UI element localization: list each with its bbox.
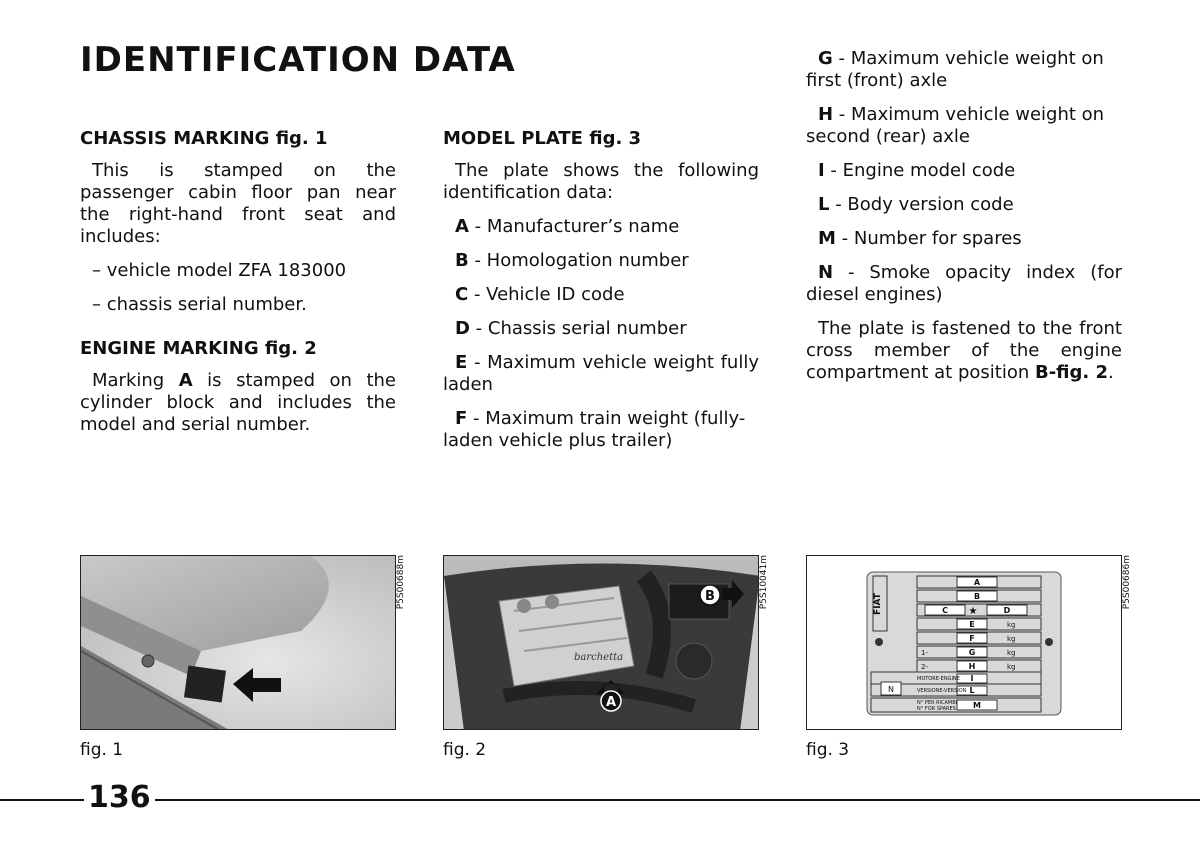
footer-rule: [0, 799, 1200, 801]
column-chassis-engine: [80, 128, 396, 448]
unit-kg-h: kg: [1007, 663, 1016, 671]
plate-item-text: - Body version code: [829, 194, 1014, 215]
plate-item-text: - Smoke opacity index (for diesel engines): [806, 262, 1122, 305]
plate-item-g: [806, 48, 1122, 92]
engine-text-bold: A: [178, 370, 193, 391]
plate-field-n: N: [888, 685, 894, 694]
plate-item-text: - Engine model code: [824, 160, 1016, 181]
plate-item-n: [806, 262, 1122, 306]
chassis-text: This is stamped on the passenger cabin floor pan near the right-hand front seat and includes:: [80, 160, 396, 247]
plate-location-post: .: [1108, 362, 1114, 383]
chassis-marking-plate: [184, 666, 226, 703]
plate-item-key: A: [455, 216, 469, 237]
plate-field-e: E: [969, 620, 975, 629]
figure-1-code: P5S00688m: [396, 555, 406, 610]
plate-location-pre: The plate is fastened to the front cross member of the engine compartment at position: [806, 318, 1122, 383]
figure-2-image: [443, 555, 759, 730]
plate-item-m: [806, 228, 1122, 250]
axle-1-label: 1-: [921, 649, 928, 657]
plate-location-text: [806, 318, 1122, 384]
page-number: 136: [84, 780, 155, 815]
figure-1-caption: fig. 1: [80, 740, 124, 760]
plate-item-text: - Maximum vehicle weight on first (front) axle: [806, 48, 1104, 91]
plate-item-text: - Maximum vehicle weight on second (rear) axle: [806, 104, 1105, 147]
plate-field-g: G: [968, 648, 976, 657]
plate-item-text: - Maximum train weight (fully-laden vehicle plus trailer): [443, 408, 746, 451]
plate-item-key: G: [818, 48, 833, 69]
model-plate-intro: The plate shows the following identification data:: [443, 160, 759, 203]
chassis-heading: CHASSIS MARKING fig. 1: [80, 128, 328, 149]
unit-kg-f: kg: [1007, 635, 1016, 643]
figure-3-image: [806, 555, 1122, 730]
plate-item-key: C: [455, 284, 469, 305]
column-plate-continued: [806, 48, 1122, 396]
model-plate-heading: MODEL PLATE fig. 3: [443, 128, 642, 149]
plate-item-key: L: [818, 194, 830, 215]
plate-field-f: F: [969, 634, 975, 643]
spares-label-1: N° PER RICAMBI: [917, 700, 958, 706]
plate-location-ref: B-fig. 2: [1034, 362, 1109, 383]
plate-field-m: M: [973, 701, 981, 710]
plate-item-key: E: [455, 352, 468, 373]
figure-1-image: [80, 555, 396, 730]
plate-item-b: [443, 250, 759, 272]
axle-2-label: 2-: [921, 663, 928, 671]
figure-3-caption: fig. 3: [806, 740, 850, 760]
column-model-plate: [443, 128, 759, 464]
plate-item-key: D: [455, 318, 470, 339]
plate-item-text: - Chassis serial number: [469, 318, 687, 339]
plate-field-i: I: [970, 674, 974, 683]
figure-2-code: P5S10041m: [759, 555, 769, 610]
plate-item-key: I: [818, 160, 825, 181]
plate-item-key: F: [455, 408, 468, 429]
engine-text-pre: Marking: [92, 370, 179, 391]
engine-bay-illustration: [444, 556, 759, 730]
plate-item-text: - Number for spares: [835, 228, 1022, 249]
star-icon: ★: [968, 606, 978, 617]
plate-item-key: N: [818, 262, 834, 283]
chassis-item-model: – vehicle model ZFA 183000: [92, 260, 347, 281]
plate-item-d: [443, 318, 759, 340]
version-label: VERSIONE-VERSION: [917, 688, 967, 694]
unit-kg-g: kg: [1007, 649, 1016, 657]
fiat-brand: FIAT: [873, 593, 883, 615]
chassis-item-serial: – chassis serial number.: [92, 294, 307, 315]
plate-field-d: D: [1003, 606, 1011, 615]
spares-label-2: N° FOR SPARES: [917, 706, 956, 712]
plate-field-l: L: [969, 686, 975, 695]
label-a: A: [605, 695, 617, 710]
seat-floor-illustration: [81, 556, 396, 730]
plate-item-key: H: [818, 104, 834, 125]
plate-item-e: [443, 352, 759, 396]
plate-field-b: B: [973, 592, 981, 601]
page-title: IDENTIFICATION DATA: [80, 40, 516, 80]
plate-item-text: - Vehicle ID code: [468, 284, 625, 305]
plate-item-key: B: [455, 250, 469, 271]
figure-2-caption: fig. 2: [443, 740, 487, 760]
plate-field-h: H: [968, 662, 976, 671]
label-b: B: [705, 589, 715, 604]
engine-label: MOTORE-ENGINE: [917, 676, 960, 682]
plate-item-l: [806, 194, 1122, 216]
plate-item-text: - Manufacturer’s name: [468, 216, 680, 237]
plate-field-c: C: [942, 606, 948, 615]
plate-item-a: [443, 216, 759, 238]
plate-item-i: [806, 160, 1122, 182]
unit-kg-e: kg: [1007, 621, 1016, 629]
plate-field-a: A: [973, 578, 981, 587]
engine-text-post: is stamped on the cylinder block and includes the model and serial number.: [80, 370, 396, 435]
plate-item-key: M: [818, 228, 836, 249]
plate-item-f: [443, 408, 759, 452]
plate-item-h: [806, 104, 1122, 148]
figure-3-code: P5S00686m: [1122, 555, 1132, 610]
engine-heading: ENGINE MARKING fig. 2: [80, 338, 317, 359]
model-plate-illustration: [807, 556, 1122, 730]
engine-cover-script: barchetta: [574, 652, 624, 663]
engine-text: [80, 370, 396, 436]
plate-item-c: [443, 284, 759, 306]
plate-item-text: - Homologation number: [468, 250, 689, 271]
plate-item-text: - Maximum vehicle weight fully laden: [443, 352, 759, 395]
